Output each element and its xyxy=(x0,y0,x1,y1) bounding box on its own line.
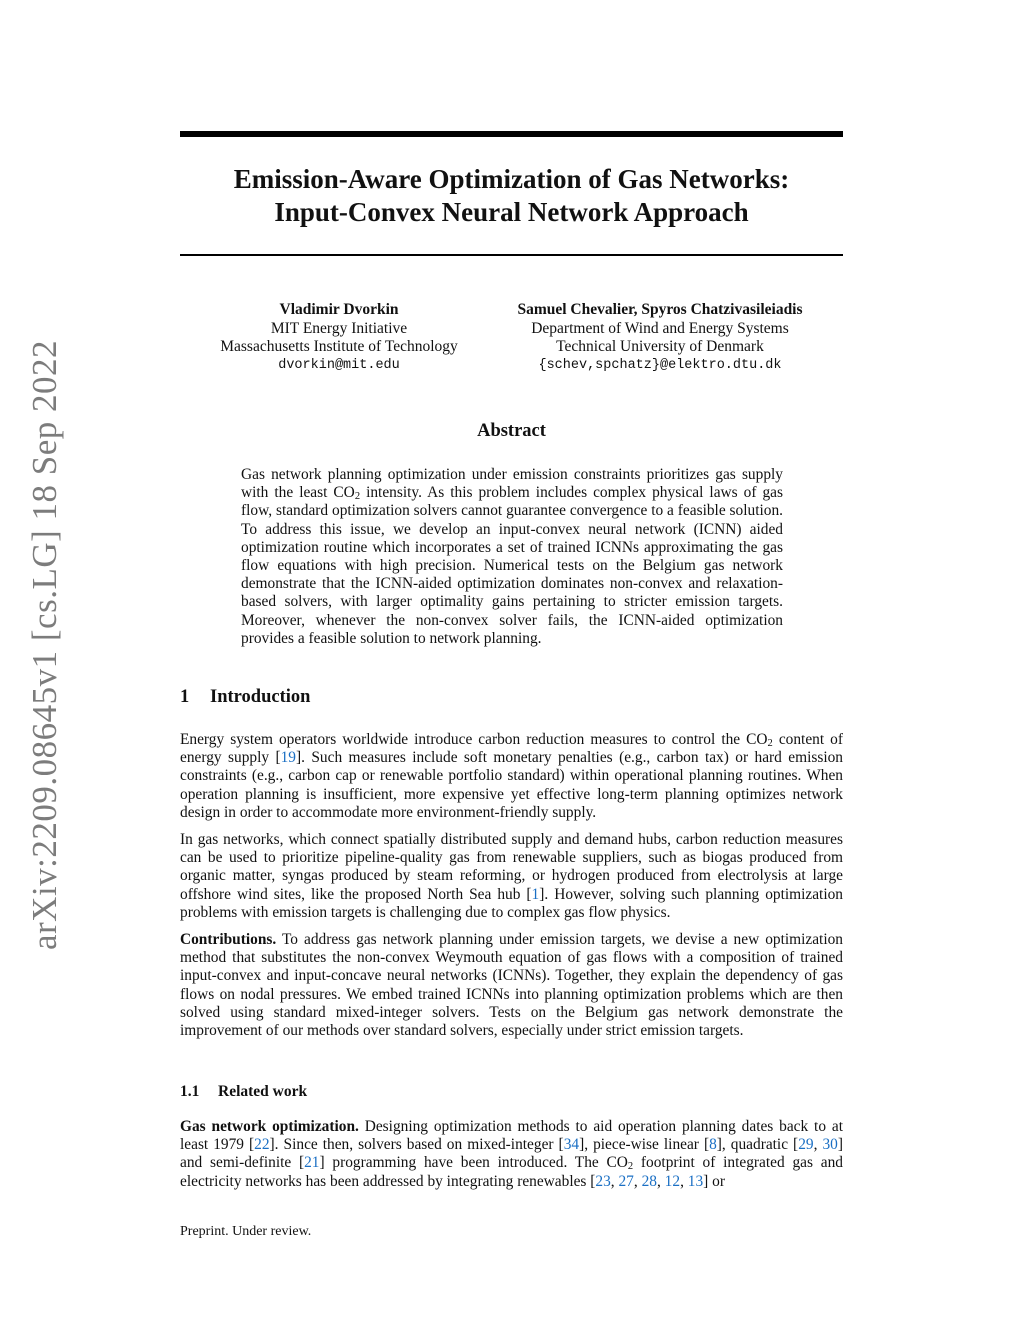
text-run: , xyxy=(633,1172,642,1190)
subsection-heading-related-work xyxy=(180,1083,307,1101)
text-run: , xyxy=(813,1136,823,1154)
contributions-paragraph xyxy=(180,931,843,1040)
text-run: ] and semi-definite [ xyxy=(180,1136,843,1172)
author-affiliation: Department of Wind and Energy Systems xyxy=(531,319,789,337)
text-run: ]. However, solving such planning optimization problems with emission targets is challenging due to complex gas flow physics. xyxy=(180,885,843,921)
abstract-text-part: Gas network planning optimization under emission constraints prioritizes gas supply with the least CO xyxy=(241,466,783,502)
text-run: , xyxy=(680,1172,688,1190)
citation-link[interactable]: 8 xyxy=(709,1136,717,1154)
text-run: ], quadratic [ xyxy=(716,1136,799,1154)
citation-link[interactable]: 28 xyxy=(641,1172,657,1190)
related-work-paragraph xyxy=(180,1118,843,1191)
text-run: Energy system operators worldwide introduce carbon reduction measures to control the CO xyxy=(180,731,768,748)
text-run: To address gas network planning under emission targets, we devise a new optimization method that substitutes the non-convex Weymouth equation of gas flows with a composition of trained input-convex and input-concave neural networks (ICNNs). Together, they explain the dependency of gas flows on nodal pressures. We embed trained ICNNs into planning optimization problems which are then solved using standard mixed-integer solvers. Tests on the Belgium gas network demonstrate the improvement of our methods over standard solvers, especially under strict emission targets. xyxy=(180,931,843,1040)
text-run: Designing optimization methods to aid operation planning dates back to at least 1979 [ xyxy=(180,1118,843,1154)
abstract-text xyxy=(241,466,783,648)
author-email[interactable]: dvorkin@mit.edu xyxy=(278,357,400,373)
author-block-1 xyxy=(196,301,482,375)
abstract-text-part: intensity. As this problem includes complex physical laws of gas flow, standard optimization solvers cannot guarantee convergence to a feasible solution. To address this issue, we develop an input-convex neural network (ICNN) aided optimization routine which incorporates a set of trained ICNNs approximating the gas flow equations with high precision. Numerical tests on the Belgium gas network demonstrate that the ICNN-aided optimization dominates non-convex and relaxation-based solvers, with larger optimality gains pertaining to stricter emission targets. Moreover, whenever the non-convex solver fails, the ICNN-aided optimization provides a feasible solution to network planning. xyxy=(241,484,783,647)
citation-link[interactable]: 27 xyxy=(618,1172,634,1190)
title-line-1: Emission-Aware Optimization of Gas Networks: xyxy=(233,164,790,194)
author-block-2 xyxy=(490,301,830,375)
citation-link[interactable]: 34 xyxy=(563,1136,580,1154)
text-run: ], piece-wise linear [ xyxy=(579,1136,710,1154)
citation-link[interactable]: 23 xyxy=(595,1172,611,1190)
author-email[interactable]: {schev,spchatz}@elektro.dtu.dk xyxy=(538,357,782,373)
subsection-title: Related work xyxy=(218,1083,308,1100)
text-run: content of energy supply [ xyxy=(180,731,843,767)
author-affiliation: MIT Energy Initiative xyxy=(270,319,408,337)
citation-link[interactable]: 19 xyxy=(280,749,296,767)
author-institution: Massachusetts Institute of Technology xyxy=(220,338,458,355)
abstract-heading: Abstract xyxy=(477,421,546,441)
section-heading-introduction xyxy=(180,687,310,708)
author-institution: Technical University of Denmark xyxy=(556,338,764,355)
section-title: Introduction xyxy=(210,687,311,707)
text-run: , xyxy=(610,1172,619,1190)
citation-link[interactable]: 29 xyxy=(798,1136,814,1154)
intro-paragraph-1 xyxy=(180,731,843,822)
text-run: ]. Such measures include soft monetary penalties (e.g., carbon tax) or hard emission constraints (e.g., carbon cap or renewable portfolio standard) within operational planning routines. When operation planning is insufficient, more expensive yet effective long-term planning optimizes network design in order to accommodate more environment-friendly supply. xyxy=(180,749,843,821)
section-number: 1 xyxy=(180,687,190,707)
intro-paragraph-2 xyxy=(180,831,843,922)
subscript: 2 xyxy=(627,1161,634,1173)
title-top-rule xyxy=(180,131,843,137)
text-run: , xyxy=(656,1172,665,1190)
paragraph-lead: Gas network optimization. xyxy=(180,1118,359,1135)
text-run: ]. Since then, solvers based on mixed-integer [ xyxy=(269,1136,564,1154)
citation-link[interactable]: 13 xyxy=(687,1172,704,1190)
citation-link[interactable]: 21 xyxy=(304,1154,320,1172)
citation-link[interactable]: 12 xyxy=(664,1172,681,1190)
citation-link[interactable]: 1 xyxy=(531,885,540,903)
text-run: ] programming have been introduced. The CO xyxy=(319,1154,628,1172)
text-run: ] or xyxy=(703,1172,725,1190)
subscript: 2 xyxy=(354,491,361,503)
subsection-number: 1.1 xyxy=(180,1083,200,1100)
title-bottom-rule xyxy=(180,254,843,256)
text-run: footprint of integrated gas and electricity networks has been addressed by integrating renewables [ xyxy=(180,1154,843,1190)
subscript: 2 xyxy=(767,738,773,749)
author-name: Vladimir Dvorkin xyxy=(279,301,399,318)
text-run: In gas networks, which connect spatially distributed supply and demand hubs, carbon reduction measures can be used to prioritize pipeline-quality gas from renewable suppliers, such as biogas produced from organic matter, syngas produced by steam reforming, or hydrogen produced from electrolysis at large offshore wind sites, like the proposed North Sea hub [ xyxy=(180,831,843,903)
paragraph-lead: Contributions. xyxy=(180,931,277,948)
author-name: Samuel Chevalier, Spyros Chatzivasileiadis xyxy=(517,301,803,318)
paper-title xyxy=(180,163,843,229)
citation-link[interactable]: 30 xyxy=(822,1136,838,1154)
preprint-footer: Preprint. Under review. xyxy=(180,1224,312,1239)
arxiv-identifier-stamp: arXiv:2209.08645v1 [cs.LG] 18 Sep 2022 xyxy=(25,339,64,951)
citation-link[interactable]: 22 xyxy=(254,1136,270,1154)
title-line-2: Input-Convex Neural Network Approach xyxy=(274,197,749,227)
